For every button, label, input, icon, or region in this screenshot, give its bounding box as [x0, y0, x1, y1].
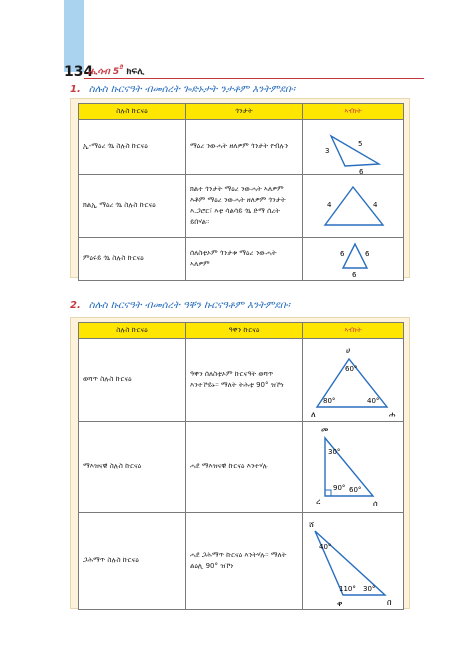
header-desc: ጎንታት: [186, 104, 303, 120]
angle-label: 90°: [332, 484, 346, 492]
header-desc: ዓቐን ኩርናዕ: [186, 323, 303, 339]
vertex-label: ረ: [315, 497, 321, 506]
angle-label: 30°: [327, 448, 341, 456]
side-label: 3: [324, 147, 330, 155]
vertex-label: መ: [320, 425, 329, 434]
row-name: ወሻጥ ስሉስ ኩርናዕ: [79, 339, 186, 422]
angle-label: 40°: [366, 397, 380, 405]
row-desc: ክልተ ጎንታት ማዕረ ንውሓት ኣለዎም እቶም ማዕረ ንውሓት ዘለዎም ጎንታት እ.ጋሮር፣ እቲ ሳልሳይ ጎኒ ድማ ሰረት ይበሃል።: [186, 175, 303, 238]
angle-label: 60°: [348, 486, 362, 494]
side-label: 6: [351, 271, 357, 279]
side-label: 5: [357, 140, 363, 148]
header-rule: [84, 78, 424, 79]
row-desc: ማዕረ ንውሓት ዘለዎም ጎንታት የብሉን: [186, 120, 303, 175]
vertex-label: ሸ: [308, 520, 314, 529]
row-name: ምዕሩይ ጎኒ ስሉስ ኩርናዕ: [79, 238, 186, 281]
side-label: 4: [326, 201, 332, 209]
vertex-label: ለ: [310, 410, 316, 419]
row-name: ክልኢ ማዕረ ጎኒ ስሉስ ኩርናዕ: [79, 175, 186, 238]
side-label: 6: [339, 250, 345, 258]
table-header-row: [79, 104, 404, 120]
subject-label: ክፍሊ: [126, 67, 145, 77]
table-header-row: [79, 323, 404, 339]
grade-suffix: ª: [119, 63, 124, 72]
section-1-text: ስሉስ ኩርናዓት ብመሰረት ጐድኑታት ንታቶም እንትምደቡ፡: [88, 84, 296, 95]
angle-label: 110°: [338, 585, 356, 593]
angle-label: 60°: [344, 365, 358, 373]
page-number: 134: [64, 64, 94, 80]
header-illus: ኣብነት: [302, 104, 403, 120]
angle-label: 40°: [318, 543, 332, 551]
angles-classification-table: [78, 322, 404, 610]
table-row: [79, 422, 404, 513]
book-title: ሒሳብ 5: [88, 67, 120, 77]
table-row: [79, 513, 404, 610]
acute-triangle-figure: [302, 339, 403, 422]
vertex-label: ሐ: [388, 410, 396, 419]
row-desc: ሓደ ማእዝናዊ ኩርናዕ እንተሃሉ: [186, 422, 303, 513]
vertex-label: ሀ: [345, 346, 351, 355]
row-name: ጋሕማጥ ስሉስ ኩርናዕ: [79, 513, 186, 610]
header-name: ስሉስ ኩርናዕ: [79, 323, 186, 339]
vertex-label: በ: [386, 598, 392, 607]
vertex-label: ቀ: [336, 599, 343, 608]
section-2-number: 2.: [70, 300, 81, 311]
table-row: [79, 238, 404, 281]
side-label: 4: [372, 201, 378, 209]
section-2-title: [70, 300, 290, 311]
page-edge-strip: [64, 0, 84, 72]
table-row: [79, 175, 404, 238]
vertex-label: ሰ: [372, 499, 378, 508]
equilateral-triangle-figure: [302, 238, 403, 281]
row-desc: ዓቐን ሰለስቲኦም ኩርናዓት ወሻጥ እንተኾይኑ። ማለት ትሕቲ 90° ዝኾነ: [186, 339, 303, 422]
section-2-text: ስሉስ ኩርናዓት ብመሰረት ዓቐን ኩርናዓቶም እንትምደቡ፡: [88, 300, 290, 311]
obtuse-triangle-figure: [302, 513, 403, 610]
row-name: ማእዝናዊ ስሉስ ኩርናዕ: [79, 422, 186, 513]
row-desc: ሰለስቲኦም ጎንታቱ ማዕረ ንውሓት ኣለዎም: [186, 238, 303, 281]
header-illus: ኣብነት: [302, 323, 403, 339]
right-triangle-figure: [302, 422, 403, 513]
section-1-number: 1.: [70, 84, 81, 95]
header-name: ስሉስ ኩርናዕ: [79, 104, 186, 120]
table-row: [79, 339, 404, 422]
section-1-title: [70, 84, 295, 95]
running-header: [88, 63, 144, 77]
angle-label: 30°: [362, 585, 376, 593]
row-name: ኢ-ማዕረ ጎኒ ስሉስ ኩርናዕ: [79, 120, 186, 175]
row-desc: ሓደ ጋሕማጥ ኩርናዕ እንትሃሉ። ማለት ልዕሊ 90° ዝኾነ: [186, 513, 303, 610]
scalene-triangle-figure: [302, 120, 403, 175]
side-label: 6: [364, 250, 370, 258]
table-row: [79, 120, 404, 175]
sides-classification-table: [78, 103, 404, 281]
side-label: 6: [358, 168, 364, 174]
isosceles-triangle-figure: [302, 175, 403, 238]
angle-label: 80°: [322, 397, 336, 405]
